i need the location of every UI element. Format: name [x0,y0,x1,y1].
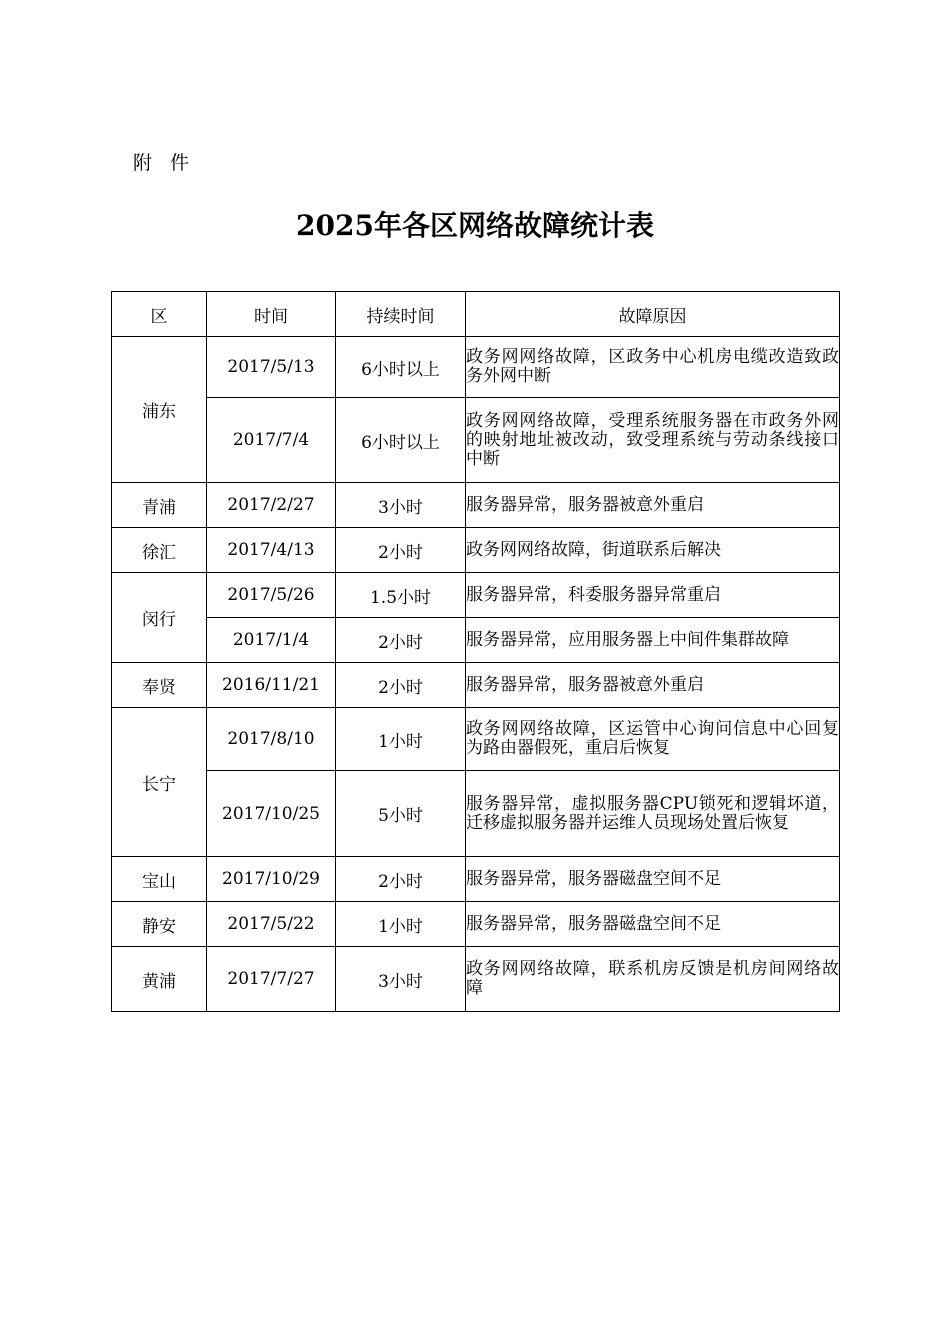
duration-cell: 1小时 [336,708,466,771]
table-row [112,398,840,483]
reason-cell: 服务器异常，应用服务器上中间件集群故障 [466,618,840,663]
reason-cell: 服务器异常，科委服务器异常重启 [466,573,840,618]
reason-cell: 政务网网络故障，受理系统服务器在市政务外网的映射地址被改动，致受理系统与劳动条线接口中断 [466,398,840,483]
reason-cell: 服务器异常，服务器被意外重启 [466,483,840,528]
duration-cell: 1小时 [336,902,466,947]
date-cell: 2017/7/4 [207,398,336,483]
table-row [112,902,840,947]
table-row [112,528,840,573]
reason-cell: 政务网网络故障，区运管中心询问信息中心回复为路由器假死，重启后恢复 [466,708,840,771]
date-cell: 2017/10/29 [207,857,336,902]
reason-cell: 服务器异常，虚拟服务器CPU锁死和逻辑坏道，迁移虚拟服务器并运维人员现场处置后恢复 [466,771,840,857]
district-cell: 静安 [112,902,207,947]
reason-cell: 服务器异常，服务器磁盘空间不足 [466,902,840,947]
header-reason: 故障原因 [466,292,840,337]
header-duration: 持续时间 [336,292,466,337]
reason-cell: 政务网网络故障，街道联系后解决 [466,528,840,573]
duration-cell: 6小时以上 [336,337,466,398]
table-row [112,337,840,398]
duration-cell: 6小时以上 [336,398,466,483]
table-row [112,573,840,618]
district-cell: 闵行 [112,573,207,663]
fault-table [111,291,840,1012]
reason-cell: 服务器异常，服务器磁盘空间不足 [466,857,840,902]
date-cell: 2016/11/21 [207,663,336,708]
duration-cell: 2小时 [336,528,466,573]
date-cell: 2017/4/13 [207,528,336,573]
table-row [112,771,840,857]
date-cell: 2017/2/27 [207,483,336,528]
reason-cell: 政务网网络故障，联系机房反馈是机房间网络故障 [466,947,840,1012]
district-cell: 长宁 [112,708,207,857]
duration-cell: 1.5小时 [336,573,466,618]
date-cell: 2017/7/27 [207,947,336,1012]
reason-cell: 服务器异常，服务器被意外重启 [466,663,840,708]
header-district: 区 [112,292,207,337]
table-row [112,663,840,708]
table-row [112,857,840,902]
table-row [112,947,840,1012]
table-header-row [112,292,840,337]
date-cell: 2017/8/10 [207,708,336,771]
attachment-label: 附 件 [133,152,196,174]
duration-cell: 2小时 [336,857,466,902]
duration-cell: 2小时 [336,618,466,663]
date-cell: 2017/10/25 [207,771,336,857]
district-cell: 徐汇 [112,528,207,573]
page-title: 2025年各区网络故障统计表 [296,209,654,242]
duration-cell: 3小时 [336,947,466,1012]
header-date: 时间 [207,292,336,337]
table-row [112,618,840,663]
duration-cell: 5小时 [336,771,466,857]
district-cell: 宝山 [112,857,207,902]
district-cell: 奉贤 [112,663,207,708]
duration-cell: 3小时 [336,483,466,528]
district-cell: 浦东 [112,337,207,483]
date-cell: 2017/5/26 [207,573,336,618]
reason-cell: 政务网网络故障，区政务中心机房电缆改造致政务外网中断 [466,337,840,398]
district-cell: 青浦 [112,483,207,528]
date-cell: 2017/5/22 [207,902,336,947]
date-cell: 2017/5/13 [207,337,336,398]
duration-cell: 2小时 [336,663,466,708]
table-row [112,708,840,771]
date-cell: 2017/1/4 [207,618,336,663]
table-row [112,483,840,528]
district-cell: 黄浦 [112,947,207,1012]
